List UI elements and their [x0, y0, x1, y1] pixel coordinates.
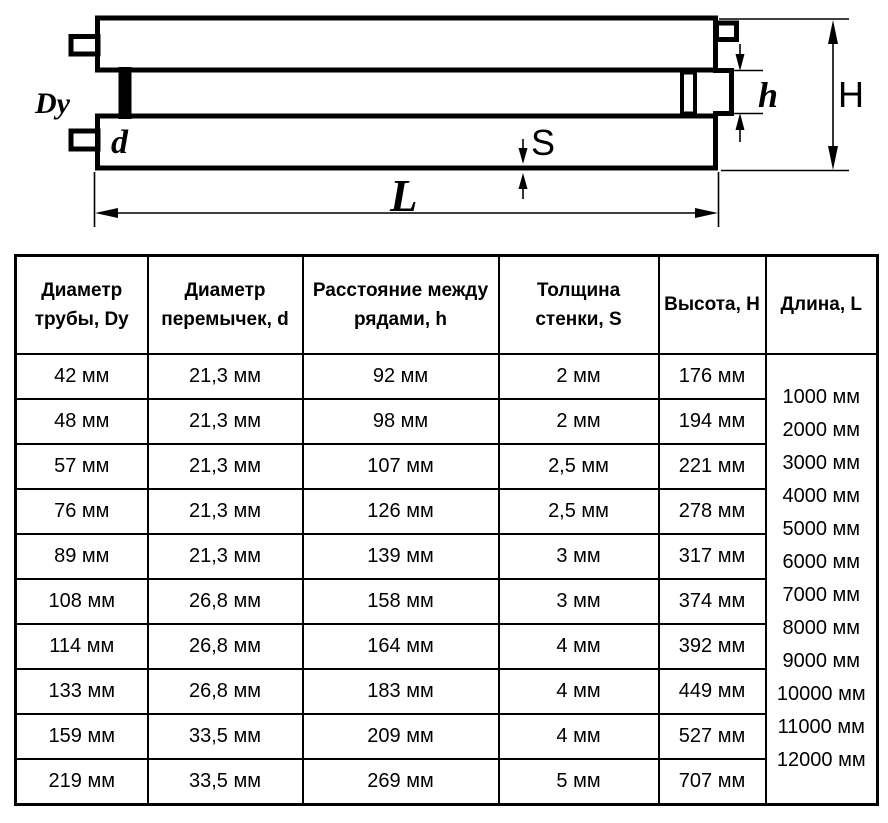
cell-dy: 48 мм	[16, 399, 148, 444]
label-jumper-diameter: d	[111, 124, 128, 161]
cell-H: 374 мм	[659, 579, 766, 624]
bottom-left-stub	[71, 131, 98, 149]
column-header-jumper-diameter: Диаметр перемычек, d	[148, 256, 303, 355]
length-option: 10000 мм	[776, 683, 866, 705]
cell-dy: 114 мм	[16, 624, 148, 669]
cell-h: 158 мм	[303, 579, 499, 624]
cell-H: 278 мм	[659, 489, 766, 534]
cell-H: 527 мм	[659, 714, 766, 759]
top-right-stub	[717, 23, 737, 40]
cell-d: 21,3 мм	[148, 534, 303, 579]
length-option: 7000 мм	[782, 584, 861, 606]
cell-d: 21,3 мм	[148, 399, 303, 444]
length-option: 5000 мм	[782, 518, 861, 540]
middle-pipe-end-cap	[713, 71, 732, 114]
register-diagram	[0, 0, 888, 240]
length-option: 8000 мм	[782, 617, 861, 639]
cell-dy: 108 мм	[16, 579, 148, 624]
table-row	[16, 444, 878, 489]
cell-s: 3 мм	[499, 534, 659, 579]
wall-arrow-up	[519, 173, 528, 189]
spacing-arrow-up	[736, 113, 745, 130]
cell-h: 139 мм	[303, 534, 499, 579]
length-arrow-right	[695, 208, 718, 218]
length-option: 9000 мм	[782, 650, 861, 672]
cell-d: 33,5 мм	[148, 759, 303, 805]
dimensions-table	[14, 254, 879, 806]
table-row	[16, 354, 878, 399]
table-row	[16, 489, 878, 534]
cell-d: 21,3 мм	[148, 444, 303, 489]
cell-d: 26,8 мм	[148, 624, 303, 669]
cell-H: 317 мм	[659, 534, 766, 579]
length-option: 12000 мм	[776, 749, 866, 771]
height-arrow-top	[828, 20, 838, 44]
cell-d: 21,3 мм	[148, 489, 303, 534]
cell-H: 707 мм	[659, 759, 766, 805]
cell-dy: 219 мм	[16, 759, 148, 805]
label-wall-thickness: S	[531, 122, 556, 163]
table-row	[16, 759, 878, 805]
cell-s: 4 мм	[499, 624, 659, 669]
cell-h: 92 мм	[303, 354, 499, 399]
cell-h: 209 мм	[303, 714, 499, 759]
label-pipe-diameter: Dy	[35, 87, 70, 120]
cell-s: 2 мм	[499, 354, 659, 399]
right-jumper	[682, 73, 695, 114]
cell-s: 2 мм	[499, 399, 659, 444]
cell-s: 4 мм	[499, 714, 659, 759]
cell-H: 221 мм	[659, 444, 766, 489]
cell-s: 2,5 мм	[499, 489, 659, 534]
cell-s: 4 мм	[499, 669, 659, 714]
left-jumper	[119, 67, 132, 119]
label-height: H	[838, 74, 864, 115]
length-option: 3000 мм	[782, 452, 861, 474]
table-row	[16, 714, 878, 759]
cell-h: 164 мм	[303, 624, 499, 669]
column-header-row-spacing: Расстояние между рядами, h	[303, 256, 499, 355]
length-arrow-left	[95, 208, 118, 218]
top-left-stub	[71, 37, 98, 55]
cell-dy: 89 мм	[16, 534, 148, 579]
length-option: 4000 мм	[782, 485, 861, 507]
table-row	[16, 399, 878, 444]
cell-dy: 42 мм	[16, 354, 148, 399]
cell-h: 107 мм	[303, 444, 499, 489]
label-length: L	[390, 171, 418, 221]
length-option: 11000 мм	[777, 716, 865, 738]
cell-s: 3 мм	[499, 579, 659, 624]
top-pipe	[98, 18, 716, 70]
wall-arrow-down	[519, 148, 528, 164]
cell-dy: 133 мм	[16, 669, 148, 714]
table-row	[16, 669, 878, 714]
table-row	[16, 579, 878, 624]
column-header-wall-thickness: Толщина стенки, S	[499, 256, 659, 355]
column-header-height: Высота, H	[659, 256, 766, 355]
column-header-length: Длина, L	[766, 256, 878, 355]
length-option: 1000 мм	[782, 386, 861, 408]
cell-H: 392 мм	[659, 624, 766, 669]
length-cell	[766, 354, 878, 805]
cell-h: 98 мм	[303, 399, 499, 444]
label-row-spacing: h	[758, 75, 779, 115]
cell-H: 449 мм	[659, 669, 766, 714]
cell-d: 21,3 мм	[148, 354, 303, 399]
cell-d: 33,5 мм	[148, 714, 303, 759]
cell-h: 183 мм	[303, 669, 499, 714]
cell-h: 269 мм	[303, 759, 499, 805]
cell-d: 26,8 мм	[148, 669, 303, 714]
height-arrow-bottom	[828, 146, 838, 170]
cell-s: 2,5 мм	[499, 444, 659, 489]
cell-dy: 159 мм	[16, 714, 148, 759]
cell-h: 126 мм	[303, 489, 499, 534]
header-row	[16, 256, 878, 355]
cell-s: 5 мм	[499, 759, 659, 805]
cell-H: 176 мм	[659, 354, 766, 399]
spacing-arrow-down	[736, 54, 745, 71]
cell-H: 194 мм	[659, 399, 766, 444]
bottom-pipe	[98, 116, 716, 168]
table-row	[16, 534, 878, 579]
column-header-pipe-diameter: Диаметр трубы, Dy	[16, 256, 148, 355]
cell-d: 26,8 мм	[148, 579, 303, 624]
cell-dy: 76 мм	[16, 489, 148, 534]
length-option: 6000 мм	[782, 551, 861, 573]
cell-dy: 57 мм	[16, 444, 148, 489]
length-option: 2000 мм	[782, 419, 861, 441]
table-row	[16, 624, 878, 669]
